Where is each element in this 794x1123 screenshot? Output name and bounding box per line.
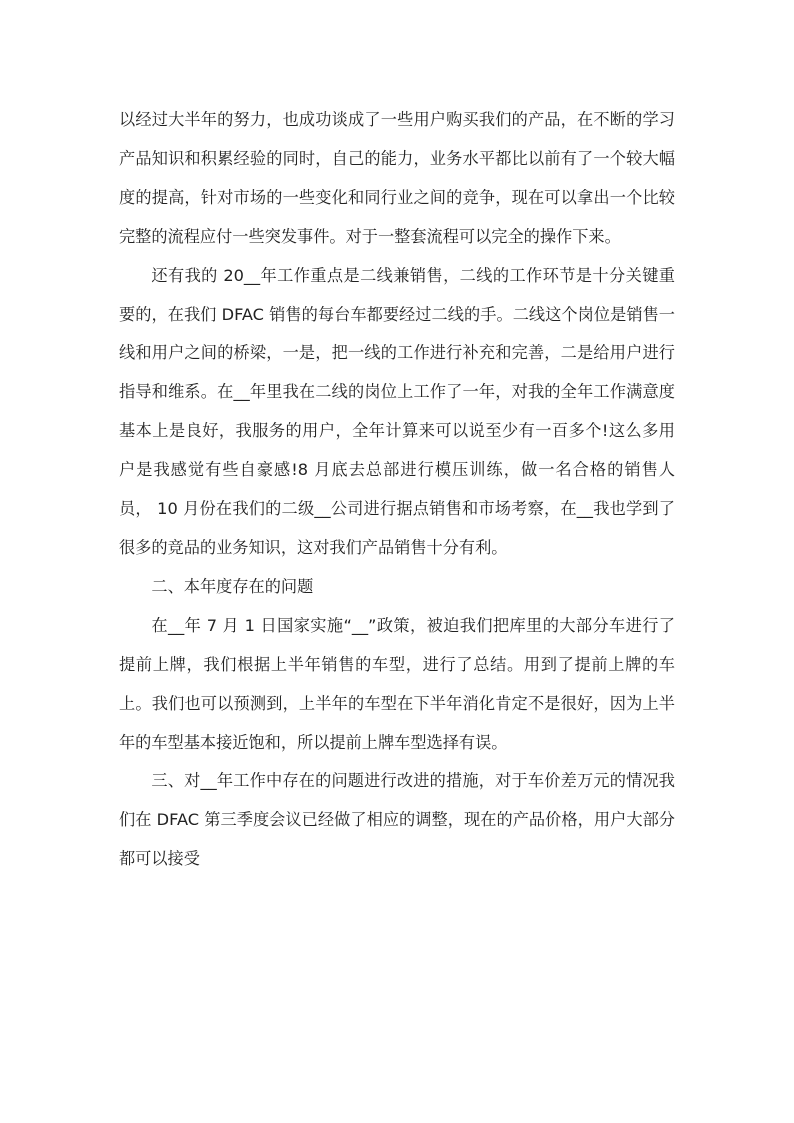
document-page	[119, 101, 675, 879]
section-heading-2: 二、本年度存在的问题	[151, 576, 314, 596]
paragraph-1: 以经过大半年的努力，也成功谈成了一些用户购买我们的产品，在不断的学习产品知识和积累经验的同时，自己的能力，业务水平都比以前有了一个较大幅度的提高，针对市场的一些变化和同行业之间的竞争，现在可以拿出一个比较完整的流程应付一些突发事件。对于一整套流程可以完全的操作下来。	[119, 110, 675, 246]
paragraph-3: 在__年 7 月 1 日国家实施“__”政策，被迫我们把库里的大部分车进行了提前上牌，我们根据上半年销售的车型，进行了总结。用到了提前上牌的车上。我们也可以预测到，上半年的车型在下半年消化肯定不是很好，因为上半年的车型基本接近饱和，所以提前上牌车型选择有误。	[119, 615, 675, 752]
paragraph-2: 还有我的 20__年工作重点是二线兼销售，二线的工作环节是十分关键重要的，在我们 DFAC 销售的每台车都要经过二线的手。二线这个岗位是销售一线和用户之间的桥梁，一是，把一线的工作进行补充和完善，二是给用户进行指导和维系。在__年里我在二线的岗位上工作了一年，对我的全年工作满意度基本上是良好，我服务的用户，全年计算来可以说至少有一百多个!这么多用户是我感觉有些自豪感!8 月底去总部进行模压训练，做一名合格的销售人员， 10 月份在我们的二级__公司进行据点销售和市场考察，在__我也学到了很多的竞品的业务知识，这对我们产品销售十分有利。	[119, 265, 675, 557]
paragraph-4: 三、对__年工作中存在的问题进行改进的措施，对于车价差万元的情况我们在 DFAC 第三季度会议已经做了相应的调整，现在的产品价格，用户大部分都可以接受	[119, 771, 675, 869]
